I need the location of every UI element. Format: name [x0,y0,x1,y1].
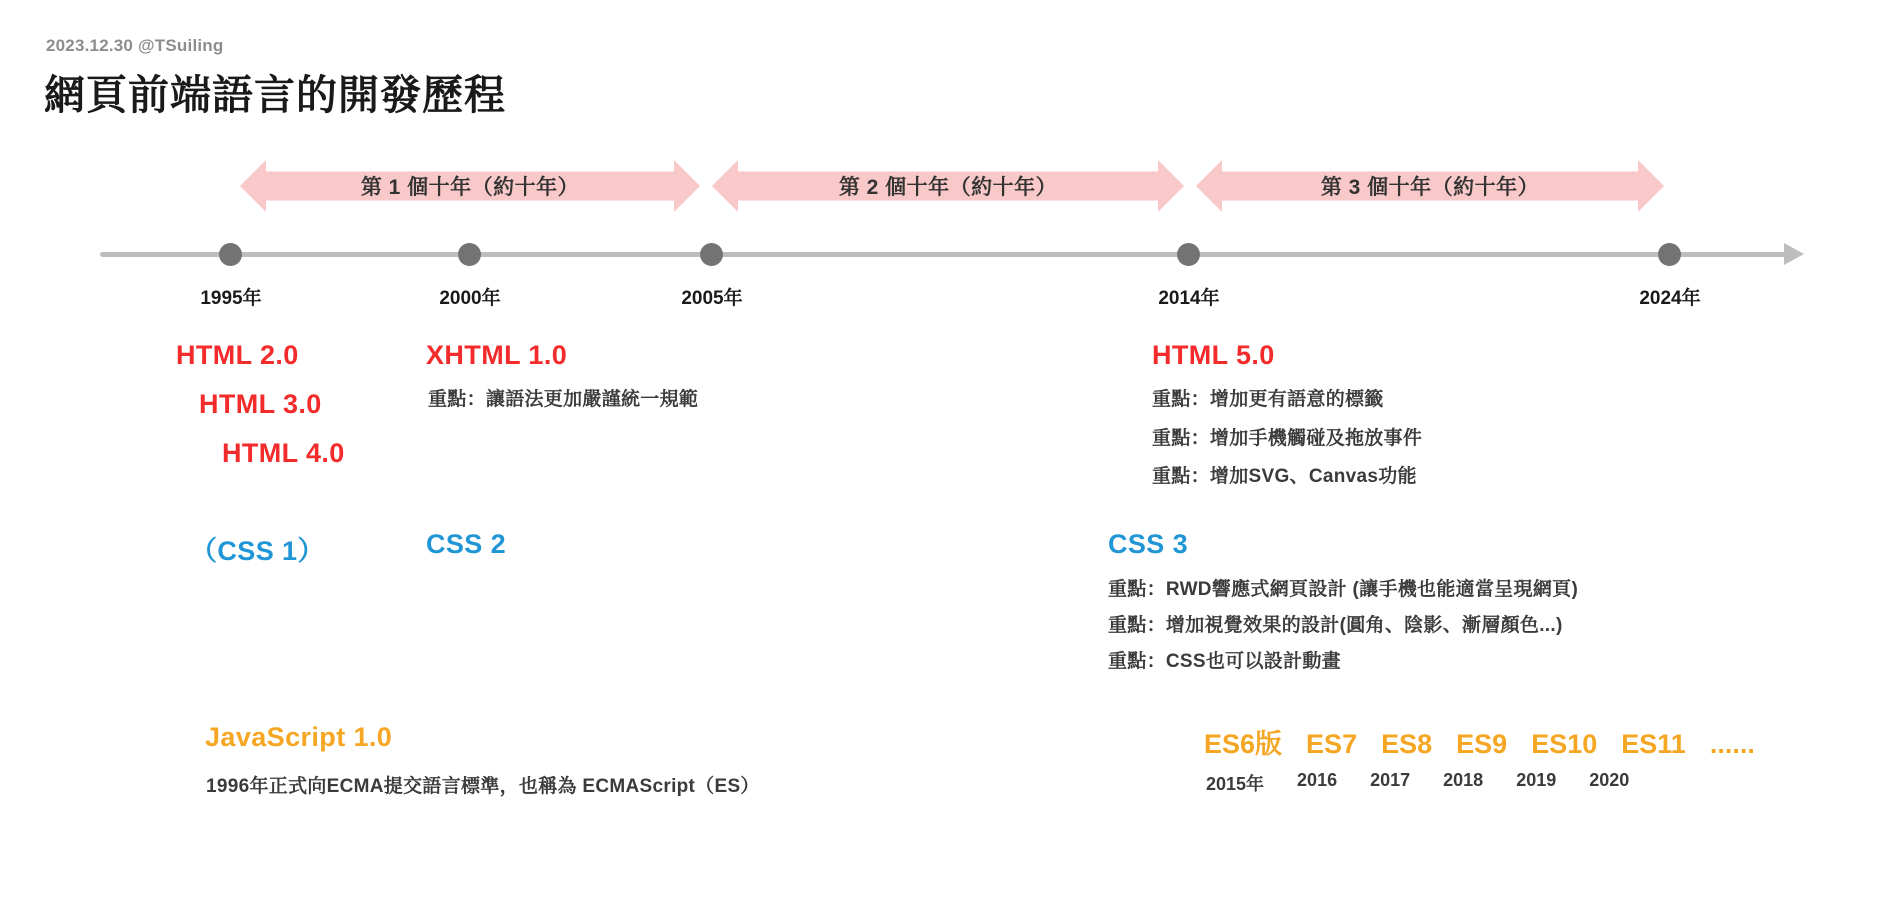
timeline-year-2014: 2014年 [1158,288,1220,309]
es-year-row [1206,770,1629,796]
es-year-2016: 2016 [1297,770,1338,790]
html-2-0-label: HTML 2.0 [176,340,299,370]
html-4-0-label: HTML 4.0 [222,438,345,468]
timeline-arrow-icon [1784,243,1804,265]
timeline-dot-2005 [700,243,723,266]
html-5-0-label: HTML 5.0 [1152,340,1275,370]
decade-band-3 [1196,160,1664,212]
timeline-axis [100,252,1790,257]
timeline-dot-2014 [1177,243,1200,266]
es-version-es10: ES10 [1531,729,1598,759]
html-3-0-label: HTML 3.0 [199,389,322,419]
decade-band-1-label: 第 1 個十年（約十年） [360,176,580,199]
timeline-dot-2000 [458,243,481,266]
author-handle: @TSuiling [138,36,224,55]
timeline-year-2005: 2005年 [681,288,743,309]
decade-band-1 [240,160,700,212]
es-version-es8: ES8 [1381,729,1433,759]
decade-band-2 [712,160,1184,212]
decade-band-3-label: 第 3 個十年（約十年） [1320,176,1540,199]
timeline-year-2024: 2024年 [1639,288,1701,309]
javascript-note: 1996年正式向ECMA提交語言標準，也稱為 ECMAScript（ES） [206,776,760,797]
css-3-label: CSS 3 [1108,529,1189,559]
html5-note-2: 重點：增加手機觸碰及拖放事件 [1152,428,1423,449]
es-version-more: ...... [1709,729,1755,759]
es-year-2020: 2020 [1589,770,1630,790]
es-year-2018: 2018 [1443,770,1484,790]
es-version-es11: ES11 [1621,729,1686,759]
xhtml-note-1: 重點：讓語法更加嚴謹統一規範 [428,389,699,410]
css3-note-1: 重點：RWD響應式網頁設計 (讓手機也能適當呈現網頁) [1108,579,1579,600]
es-version-es7: ES7 [1306,729,1358,759]
timeline-year-1995: 1995年 [200,288,262,309]
css-2-label: CSS 2 [426,529,507,559]
css3-note-3: 重點：CSS也可以設計動畫 [1108,651,1341,672]
timeline-dot-1995 [219,243,242,266]
css-1-label: （CSS 1） [190,536,325,566]
es-year-2017: 2017 [1370,770,1411,790]
meta-line [46,36,223,56]
es-version-es6: ES6版 [1204,729,1283,759]
html5-note-1: 重點：增加更有語意的標籤 [1152,389,1384,410]
timeline-dot-2024 [1658,243,1681,266]
es-year-2015: 2015年 [1206,774,1265,794]
es-version-row [1204,722,1755,761]
javascript-1-0-label: JavaScript 1.0 [205,722,393,752]
css3-note-2: 重點：增加視覺效果的設計(圓角、陰影、漸層顏色...) [1108,615,1563,636]
html5-note-3: 重點：增加SVG、Canvas功能 [1152,466,1417,487]
page-title: 網頁前端語言的開發歷程 [44,72,506,118]
decade-band-2-label: 第 2 個十年（約十年） [838,176,1058,199]
es-year-2019: 2019 [1516,770,1557,790]
es-version-es9: ES9 [1456,729,1508,759]
publish-date: 2023.12.30 [46,36,134,55]
timeline-year-2000: 2000年 [439,288,501,309]
xhtml-1-0-label: XHTML 1.0 [426,340,568,370]
